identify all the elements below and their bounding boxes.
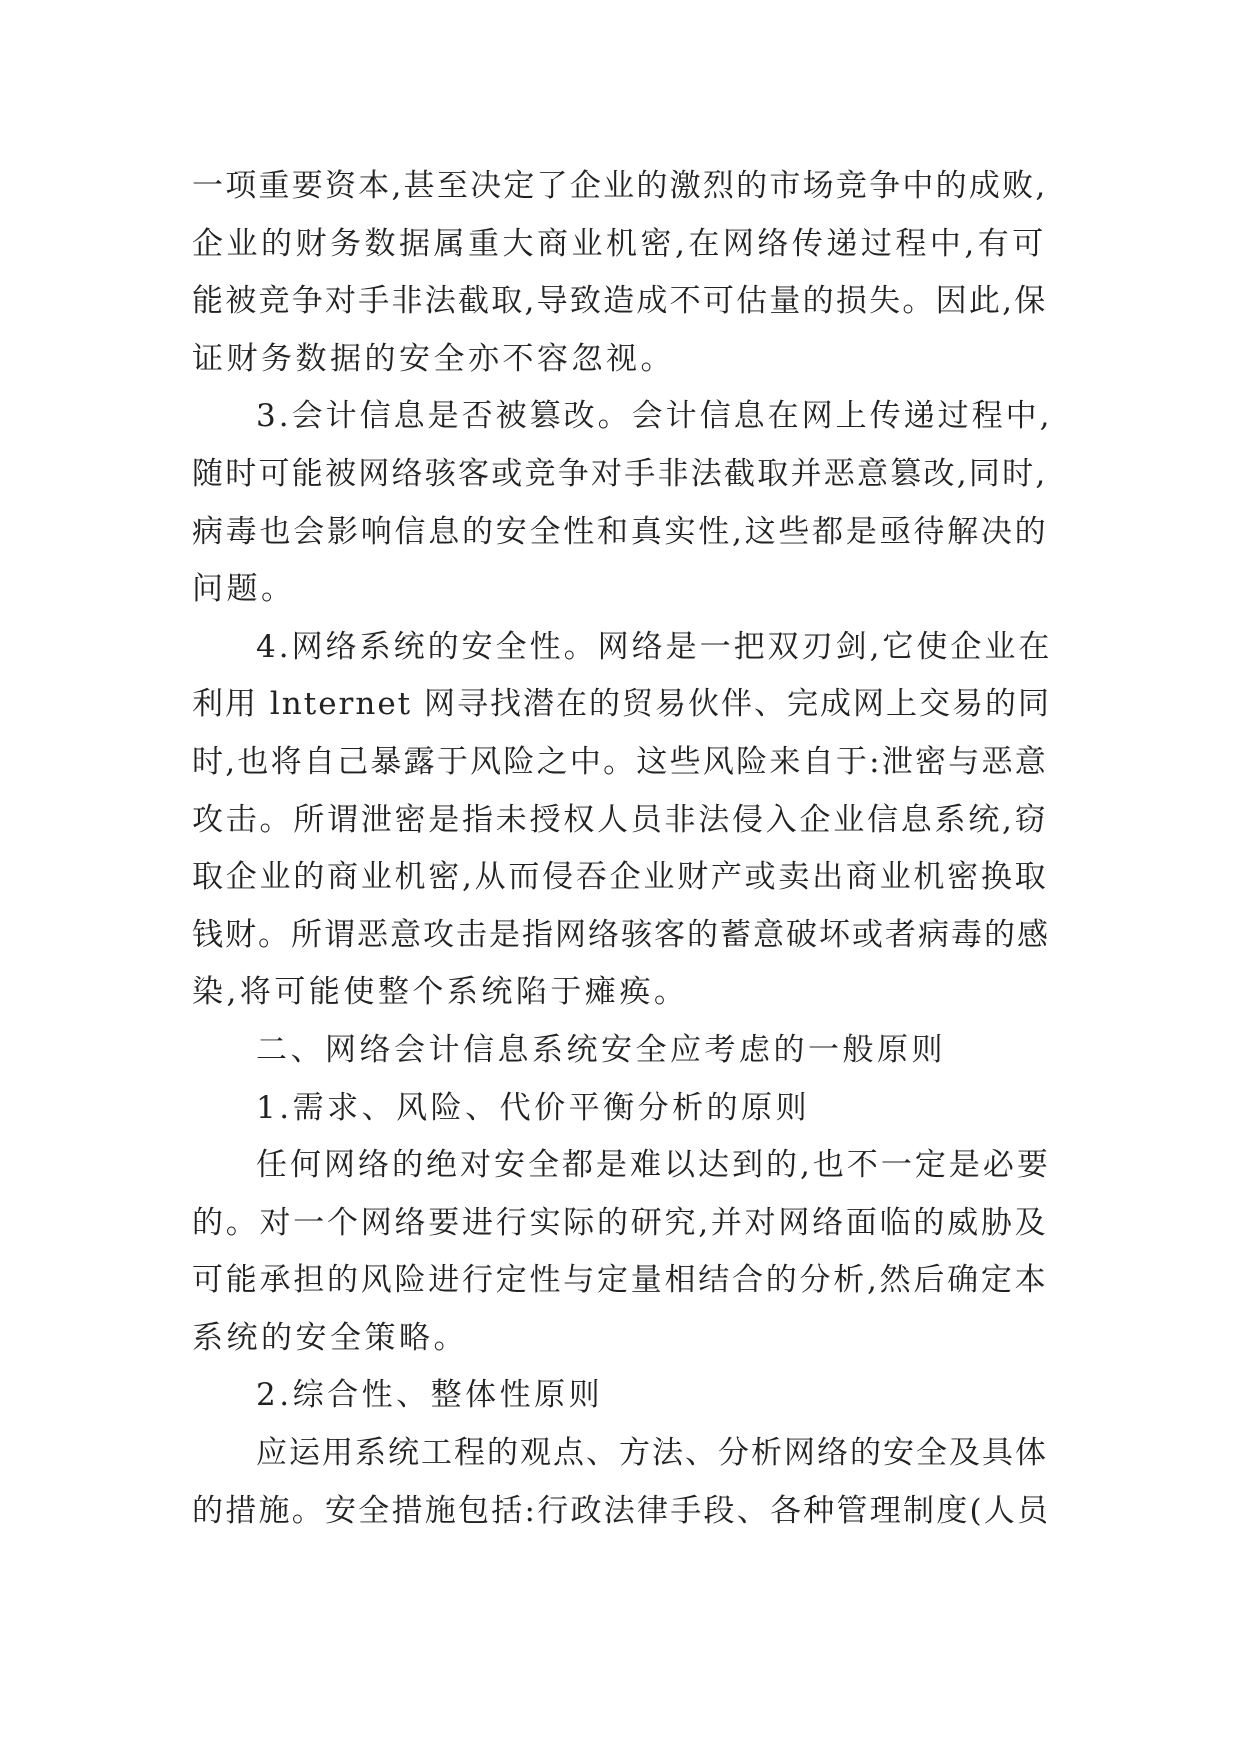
text-line: 病毒也会影响信息的安全性和真实性,这些都是亟待解决的 xyxy=(192,513,1049,550)
text-line: 染,将可能使整个系统陷于瘫痪。 xyxy=(192,974,689,1011)
text-line: 能被竞争对手非法截取,导致造成不可估量的损失。因此,保 xyxy=(192,283,1048,320)
text-line: 攻击。所谓泄密是指未授权人员非法侵入企业信息系统,窃 xyxy=(192,801,1049,838)
text-line: 企业的财务数据属重大商业机密,在网络传递过程中,有可 xyxy=(192,225,1047,262)
text-line: 3.会计信息是否被篡改。会计信息在网上传递过程中, xyxy=(256,398,1053,435)
subsection-heading: 2.综合性、整体性原则 xyxy=(256,1377,604,1414)
text-line: 取企业的商业机密,从而侵吞企业财产或卖出商业机密换取 xyxy=(192,859,1049,896)
text-line: 一项重要资本,甚至决定了企业的激烈的市场竞争中的成败, xyxy=(192,168,1048,204)
text-line: 随时可能被网络骇客或竞争对手非法截取并恶意篡改,同时, xyxy=(192,455,1048,492)
body-text xyxy=(192,158,1052,1540)
text-line: 问题。 xyxy=(192,571,296,608)
text-line: 应运用系统工程的观点、方法、分析网络的安全及具体 xyxy=(256,1435,1048,1472)
text-line: 钱财。所谓恶意攻击是指网络骇客的蓄意破坏或者病毒的感 xyxy=(192,916,1050,953)
text-line: 的。对一个网络要进行实际的研究,并对网络面临的威胁及 xyxy=(192,1204,1049,1241)
text-line: 系统的安全策略。 xyxy=(192,1319,468,1356)
text-line: 4.网络系统的安全性。网络是一把双刃剑,它使企业在 xyxy=(256,628,1053,665)
text-line: 的措施。安全措施包括:行政法律手段、各种管理制度(人员 xyxy=(192,1492,1051,1529)
text-line: 利用 lnternet 网寻找潜在的贸易伙伴、完成网上交易的同 xyxy=(192,686,1051,723)
text-line: 可能承担的风险进行定性与定量相结合的分析,然后确定本 xyxy=(192,1262,1049,1299)
subsection-heading: 1.需求、风险、代价平衡分析的原则 xyxy=(256,1089,811,1126)
text-line: 时,也将自己暴露于风险之中。这些风险来自于:泄密与恶意 xyxy=(192,743,1049,780)
text-line: 证财务数据的安全亦不容忽视。 xyxy=(192,340,675,377)
text-line: 任何网络的绝对安全都是难以达到的,也不一定是必要 xyxy=(256,1147,1051,1184)
section-heading: 二、网络会计信息系统安全应考虑的一般原则 xyxy=(256,1031,946,1068)
